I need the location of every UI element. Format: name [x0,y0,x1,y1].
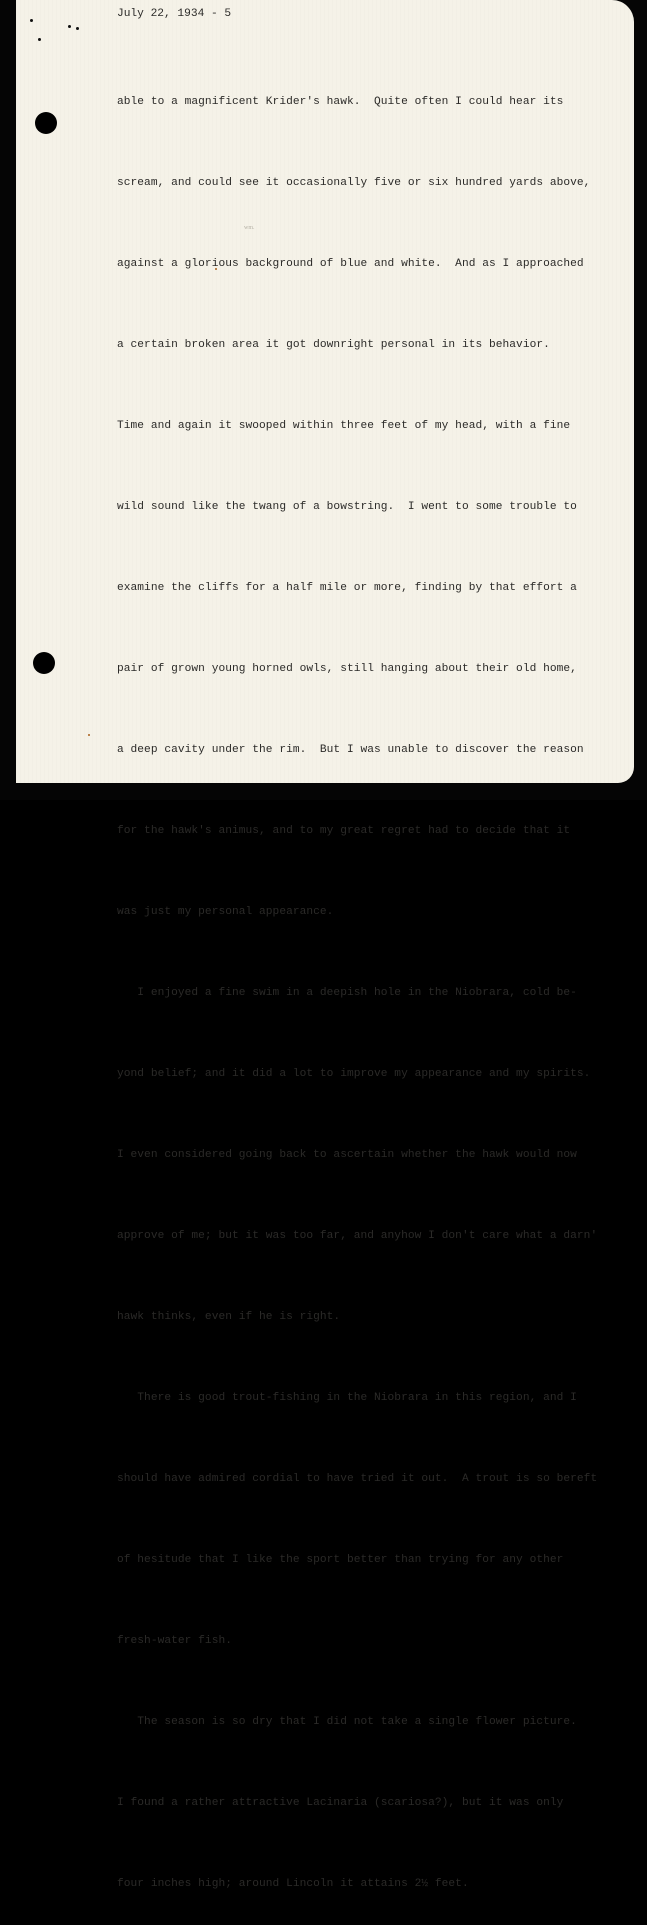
text-line: four inches high; around Lincoln it attains 2½ feet. [117,1878,469,1890]
text-line: pair of grown young horned owls, still hanging about their old home, [117,663,577,675]
ink-speck [68,25,71,28]
text-line: examine the cliffs for a half mile or more, finding by that effort a [117,582,577,594]
text-line: a deep cavity under the rim. But I was unable to discover the reason [117,744,584,756]
punch-hole-top [35,112,57,134]
ink-speck [30,19,33,22]
text-line: I enjoyed a fine swim in a deepish hole in the Niobrara, cold be- [117,987,577,999]
text-line: yond belief; and it did a lot to improve my appearance and my spirits. [117,1068,591,1080]
margin-annotation: wm. [244,225,255,231]
text-line: was just my personal appearance. [117,906,334,918]
text-line: fresh-water fish. [117,1635,232,1647]
punch-hole-bottom [33,652,55,674]
text-line: should have admired cordial to have tried it out. A trout is so bereft [117,1473,598,1485]
text-line: There is good trout-fishing in the Niobrara in this region, and I [117,1392,577,1404]
text-line: hawk thinks, even if he is right. [117,1311,341,1323]
body-text [117,35,597,1925]
text-line: Time and again it swooped within three feet of my head, with a fine [117,420,571,432]
text-line: The season is so dry that I did not take a single flower picture. [117,1716,577,1728]
rust-speck [88,734,90,736]
page-header-date: July 22, 1934 - 5 [117,8,232,20]
text-line: able to a magnificent Krider's hawk. Quite often I could hear its [117,96,564,108]
text-line: scream, and could see it occasionally five or six hundred yards above, [117,177,591,189]
text-line: approve of me; but it was too far, and anyhow I don't care what a darn' [117,1230,598,1242]
text-line: against a glorious background of blue and white. And as I approached [117,258,584,270]
text-line: for the hawk's animus, and to my great regret had to decide that it [117,825,571,837]
text-line: wild sound like the twang of a bowstring. I went to some trouble to [117,501,577,513]
ink-speck [38,38,41,41]
text-line: I found a rather attractive Lacinaria (scariosa?), but it was only [117,1797,564,1809]
text-line: a certain broken area it got downright personal in its behavior. [117,339,550,351]
text-line: of hesitude that I like the sport better than trying for any other [117,1554,564,1566]
text-line: I even considered going back to ascertain whether the hawk would now [117,1149,577,1161]
ink-speck [76,27,79,30]
